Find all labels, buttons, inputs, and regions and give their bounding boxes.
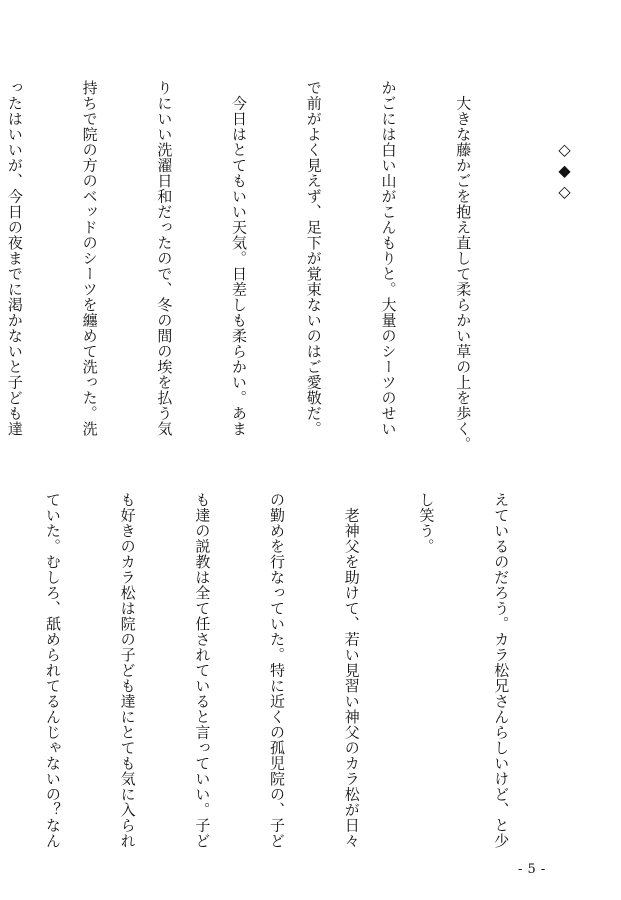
page-number: - 5 -	[518, 862, 546, 877]
section-break-ornament: ◇◆◇	[555, 140, 574, 203]
text-block-bottom	[0, 492, 563, 854]
text-line: で前がよく見えず、足下が覚束ないのはご愛敬だ。	[304, 80, 323, 437]
text-line: も達の説教は全て任されていると言っていい。子ど	[193, 492, 212, 849]
text-block-top	[0, 80, 525, 460]
text-line: ったはいいが、今日の夜までに渇かないと子ども達	[5, 80, 24, 437]
text-line: 大きな藤かごを抱え直して柔らかい草の上を歩く。	[454, 80, 473, 452]
text-line: 老神父を助けて、若い見習い神父のカラ松が日々	[342, 492, 361, 849]
text-line: 持ちで院の方のベッドのシーツを纏めて洗った。洗	[80, 80, 99, 437]
text-line: えているのだろう。カラ松兄さんらしいけど、と少	[492, 492, 511, 849]
text-line: の勤めを行なっていた。特に近くの孤児院の、子ど	[268, 492, 287, 849]
text-line: し笑う。	[417, 492, 436, 554]
text-line: 今日はとてもいい天気。日差しも柔らかい。あま	[230, 80, 249, 437]
text-line: りにいい洗濯日和だったので、冬の間の埃を払う気	[155, 80, 174, 437]
text-line: かごには白い山がこんもりと。大量のシーツのせい	[379, 80, 398, 437]
text-line: ていた。むしろ、舐められてるんじゃないの？なん	[43, 492, 62, 849]
text-line: も好きのカラ松は院の子ども達にとても気に入られ	[118, 492, 137, 849]
